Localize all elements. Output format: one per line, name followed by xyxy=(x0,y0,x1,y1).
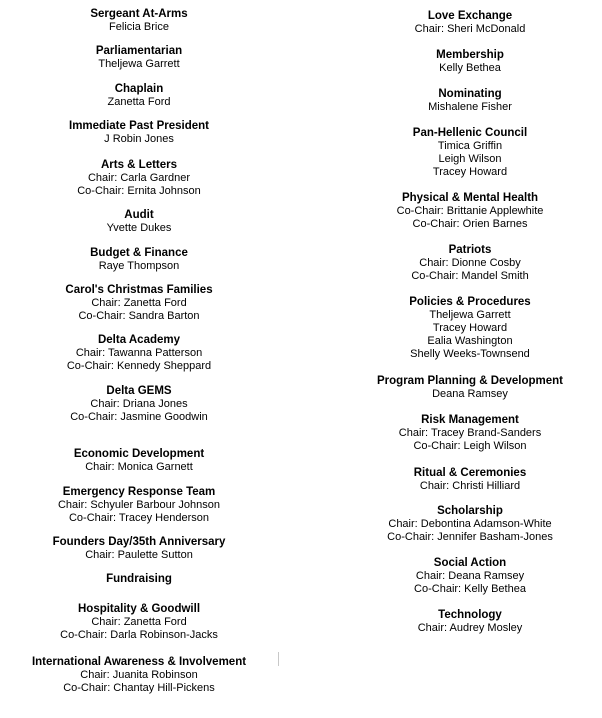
committee-parliamentarian xyxy=(0,45,278,71)
committee-title: Social Action xyxy=(433,557,507,569)
committee-title: Economic Development xyxy=(73,448,205,460)
committee-member: Raye Thompson xyxy=(98,260,180,272)
committee-economic-development xyxy=(0,448,278,474)
committee-member: Chair: Driana Jones xyxy=(90,398,188,410)
committee-hospitality-goodwill xyxy=(0,603,278,642)
committee-member: Co-Chair: Jennifer Basham-Jones xyxy=(387,531,553,543)
committee-title: Love Exchange xyxy=(427,10,513,22)
committee-title: Chaplain xyxy=(114,83,164,95)
committee-title: Fundraising xyxy=(106,573,172,585)
committee-member: Chair: Juanita Robinson xyxy=(80,669,198,681)
committee-technology xyxy=(338,609,602,635)
committee-chaplain xyxy=(0,83,278,109)
committee-member: Chair: Debontina Adamson-White xyxy=(388,518,552,530)
committee-member: Tracey Howard xyxy=(432,166,508,178)
committee-member: Mishalene Fisher xyxy=(428,101,512,113)
committee-member: Co-Chair: Mandel Smith xyxy=(411,270,529,282)
committee-arts-letters xyxy=(0,159,278,198)
committee-member: Co-Chair: Ernita Johnson xyxy=(77,185,201,197)
committee-title: International Awareness & Involvement xyxy=(31,656,247,668)
committee-carol-s-christmas-families xyxy=(0,284,278,323)
committee-member: Chair: Tracey Brand-Sanders xyxy=(398,427,542,439)
committee-member: Leigh Wilson xyxy=(438,153,502,165)
committee-member: Shelly Weeks-Townsend xyxy=(410,348,530,360)
committee-member: Chair: Paulette Sutton xyxy=(85,549,193,561)
committee-member: Chair: Monica Garnett xyxy=(85,461,193,473)
committee-member: Zanetta Ford xyxy=(107,96,171,108)
committee-title: Parliamentarian xyxy=(95,45,183,57)
committee-member: Theljewa Garrett xyxy=(429,309,511,321)
committee-title: Budget & Finance xyxy=(90,247,188,259)
committee-title: Risk Management xyxy=(421,414,519,426)
committee-member: Timica Griffin xyxy=(437,140,503,152)
committee-delta-academy xyxy=(0,334,278,373)
committee-budget-finance xyxy=(0,247,278,273)
committee-sergeant-at-arms xyxy=(0,8,278,34)
committee-immediate-past-president xyxy=(0,120,278,146)
committee-member: Chair: Audrey Mosley xyxy=(417,622,523,634)
committee-audit xyxy=(0,209,278,235)
committee-member: Co-Chair: Darla Robinson-Jacks xyxy=(60,629,218,641)
committee-member: Co-Chair: Sandra Barton xyxy=(78,310,200,322)
committee-emergency-response-team xyxy=(0,486,278,525)
committee-title: Delta Academy xyxy=(97,334,181,346)
committee-title: Delta GEMS xyxy=(106,385,172,397)
committee-pan-hellenic-council xyxy=(338,127,602,179)
committee-member: Chair: Dionne Cosby xyxy=(419,257,521,269)
committee-title: Arts & Letters xyxy=(100,159,178,171)
committee-title: Program Planning & Development xyxy=(377,375,563,387)
committee-patriots xyxy=(338,244,602,283)
committee-member: Ealia Washington xyxy=(427,335,513,347)
committee-member: Chair: Schyuler Barbour Johnson xyxy=(57,499,221,511)
committee-delta-gems xyxy=(0,385,278,424)
committee-member: Deana Ramsey xyxy=(432,388,508,400)
committee-membership xyxy=(338,49,602,75)
committee-title: Technology xyxy=(438,609,502,621)
committee-member: Chair: Tawanna Patterson xyxy=(75,347,203,359)
committee-love-exchange xyxy=(338,10,602,36)
committee-international-awareness-involvement xyxy=(0,656,278,695)
committee-risk-management xyxy=(338,414,602,453)
committee-title: Scholarship xyxy=(437,505,503,517)
committee-member: Chair: Christi Hilliard xyxy=(419,480,521,492)
committee-title: Ritual & Ceremonies xyxy=(413,467,527,479)
committee-fundraising xyxy=(0,573,278,586)
committee-member: Co-Chair: Orien Barnes xyxy=(412,218,528,230)
committee-policies-procedures xyxy=(338,296,602,361)
committee-title: Emergency Response Team xyxy=(62,486,216,498)
committee-member: Co-Chair: Kennedy Sheppard xyxy=(66,360,212,372)
committee-title: Audit xyxy=(124,209,154,221)
committee-title: Membership xyxy=(436,49,504,61)
committee-title: Sergeant At-Arms xyxy=(90,8,188,20)
committee-member: Chair: Deana Ramsey xyxy=(415,570,525,582)
committee-title: Founders Day/35th Anniversary xyxy=(52,536,226,548)
committee-member: Co-Chair: Kelly Bethea xyxy=(414,583,526,595)
committee-member: Chair: Zanetta Ford xyxy=(91,297,187,309)
committee-title: Physical & Mental Health xyxy=(401,192,539,204)
committee-program-planning-development xyxy=(338,375,602,401)
committee-member: Theljewa Garrett xyxy=(98,58,180,70)
committee-title: Immediate Past President xyxy=(69,120,209,132)
committee-nominating xyxy=(338,88,602,114)
committee-member: Yvette Dukes xyxy=(106,222,172,234)
committee-member: Co-Chair: Brittanie Applewhite xyxy=(396,205,544,217)
committee-title: Pan-Hellenic Council xyxy=(412,127,528,139)
committee-social-action xyxy=(338,557,602,596)
committee-member: Felicia Brice xyxy=(109,21,169,33)
committee-physical-mental-health xyxy=(338,192,602,231)
committee-member: J Robin Jones xyxy=(104,133,174,145)
column-divider xyxy=(278,652,279,666)
committee-member: Chair: Carla Gardner xyxy=(87,172,191,184)
committee-member: Co-Chair: Leigh Wilson xyxy=(413,440,527,452)
committee-ritual-ceremonies xyxy=(338,467,602,493)
committee-member: Kelly Bethea xyxy=(439,62,501,74)
committee-scholarship xyxy=(338,505,602,544)
committee-title: Carol's Christmas Families xyxy=(65,284,213,296)
committee-title: Nominating xyxy=(438,88,502,100)
committee-title: Patriots xyxy=(448,244,492,256)
committee-member: Co-Chair: Jasmine Goodwin xyxy=(70,411,208,423)
committee-member: Tracey Howard xyxy=(432,322,508,334)
committee-founders-day-35th-anniversary xyxy=(0,536,278,562)
committee-title: Policies & Procedures xyxy=(409,296,531,308)
committee-member: Chair: Zanetta Ford xyxy=(91,616,187,628)
committee-member: Co-Chair: Tracey Henderson xyxy=(68,512,209,524)
committee-title: Hospitality & Goodwill xyxy=(77,603,201,615)
committee-member: Chair: Sheri McDonald xyxy=(414,23,526,35)
committee-member: Co-Chair: Chantay Hill-Pickens xyxy=(63,682,215,694)
